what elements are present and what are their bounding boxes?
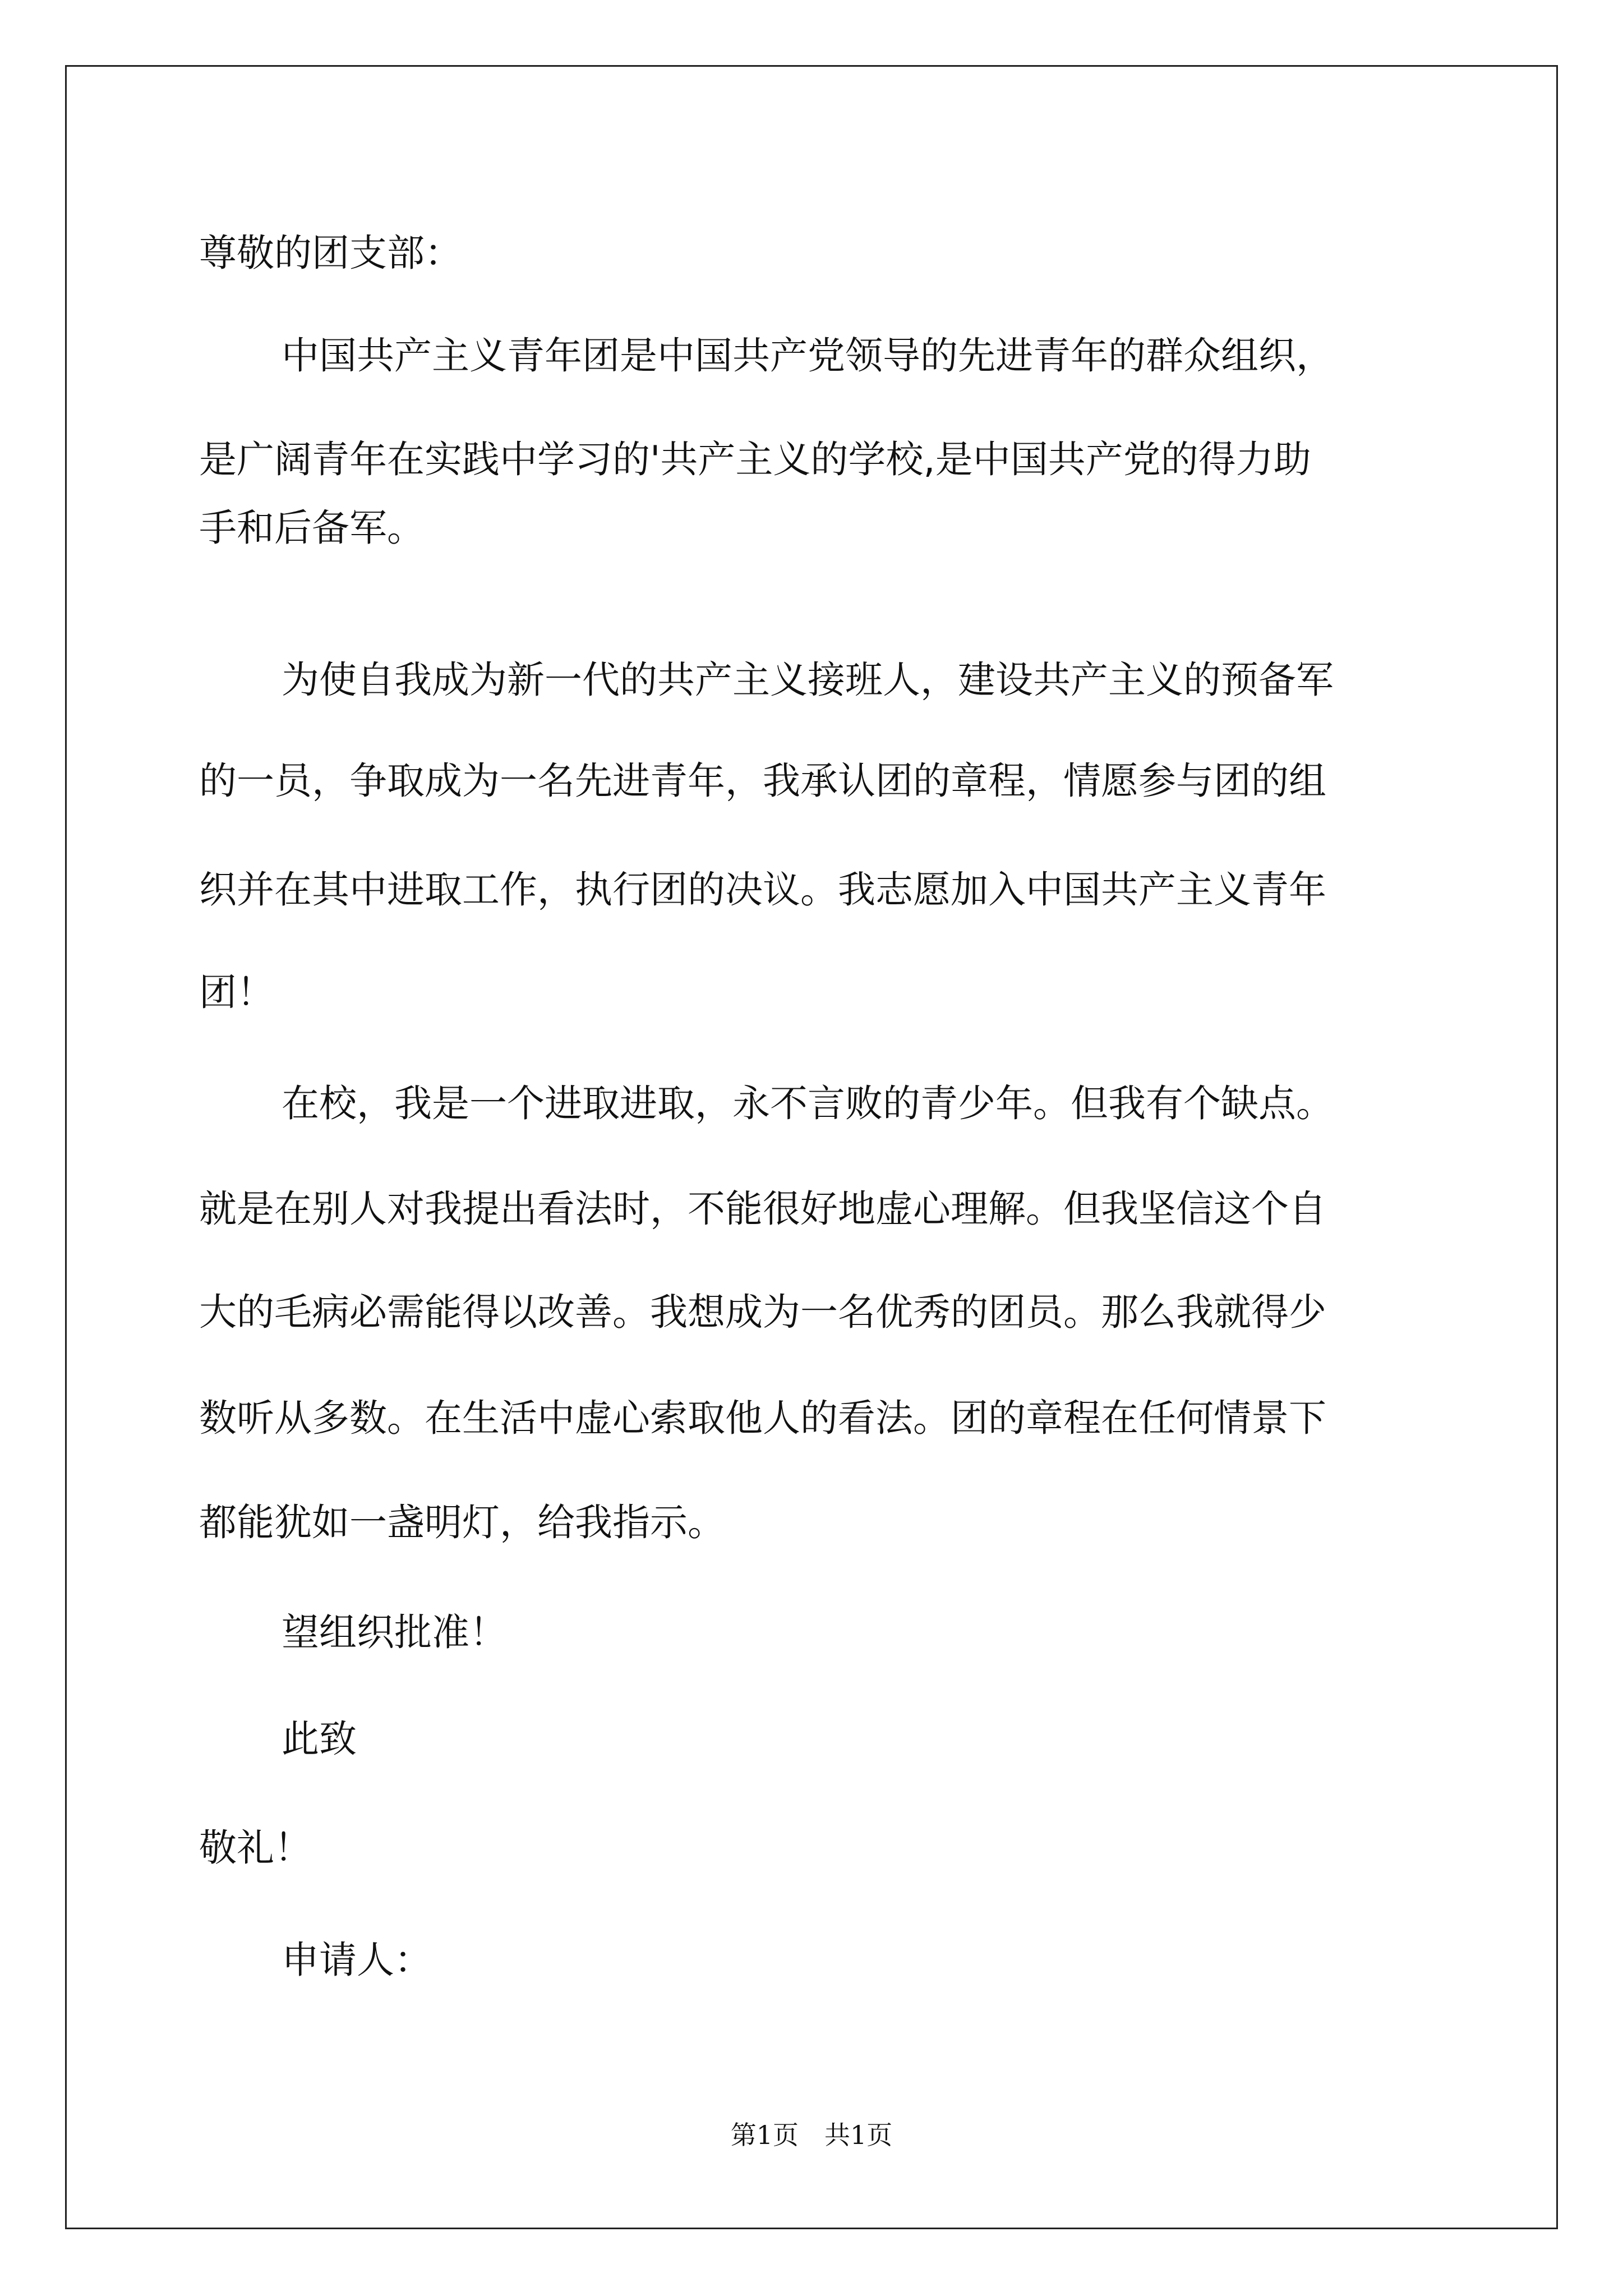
paragraph-3-line-1: 在校，我是一个进取进取，永不言败的青少年。但我有个缺点。 — [282, 1082, 1334, 1125]
paragraph-2-line-2: 的一员，争取成为一名先进青年，我承认团的章程，情愿参与团的组 — [199, 759, 1326, 803]
paragraph-3-line-5: 都能犹如一盏明灯，给我指示。 — [199, 1501, 725, 1544]
request-line: 望组织批准！ — [282, 1611, 507, 1654]
closing-line: 此致 — [282, 1717, 357, 1761]
regards-line: 敬礼！ — [199, 1826, 312, 1870]
paragraph-3-line-3: 大的毛病必需能得以改善。我想成为一名优秀的团员。那么我就得少 — [199, 1290, 1326, 1334]
paragraph-3-line-4: 数听从多数。在生活中虚心索取他人的看法。团的章程在任何情景下 — [199, 1396, 1326, 1440]
paragraph-2-line-4: 团！ — [199, 970, 274, 1014]
applicant-line: 申请人： — [282, 1938, 432, 1982]
page-border — [65, 65, 1558, 2229]
page-footer: 第1页 共1页 — [730, 2120, 893, 2150]
paragraph-1-line-2: 是广阔青年在实践中学习的'共产主义的学校,是中国共产党的得力助 — [199, 438, 1311, 481]
paragraph-2-line-1: 为使自我成为新一代的共产主义接班人，建设共产主义的预备军 — [282, 658, 1334, 702]
paragraph-1-line-3: 手和后备军。 — [199, 506, 425, 550]
paragraph-3-line-2: 就是在别人对我提出看法时，不能很好地虚心理解。但我坚信这个自 — [199, 1187, 1326, 1231]
salutation: 尊敬的团支部： — [199, 231, 462, 275]
paragraph-1-line-1: 中国共产主义青年团是中国共产党领导的先进青年的群众组织， — [282, 334, 1334, 378]
paragraph-2-line-3: 织并在其中进取工作，执行团的决议。我志愿加入中国共产主义青年 — [199, 868, 1326, 912]
